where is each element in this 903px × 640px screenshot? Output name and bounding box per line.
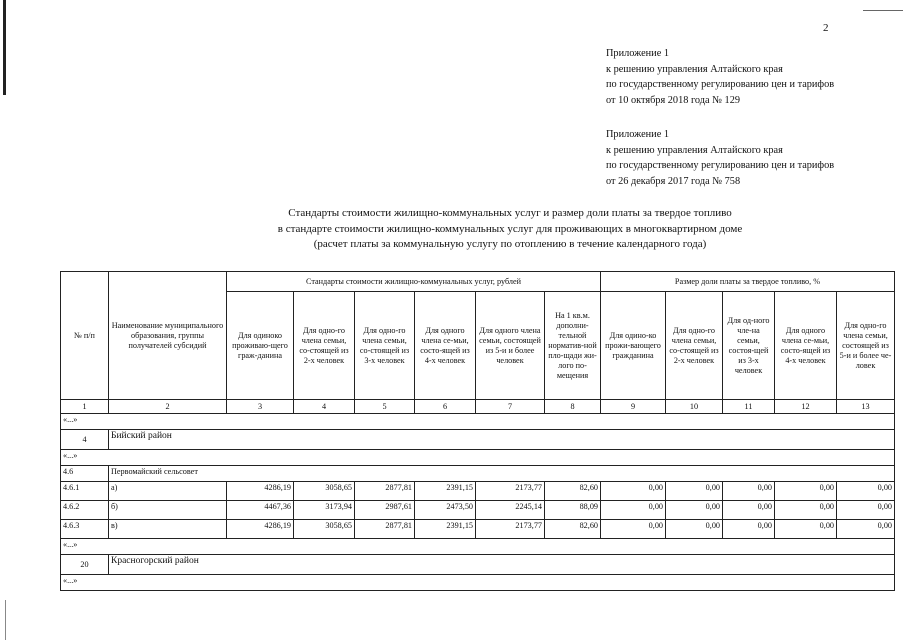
value-cell: 0,00 — [837, 501, 895, 520]
header-name: Наименование муниципального образования, группы получателей субсидий — [109, 272, 227, 400]
document-title — [200, 206, 820, 253]
value-cell: 0,00 — [837, 520, 895, 539]
ellipsis-row — [61, 575, 895, 591]
column-number: 7 — [476, 400, 545, 414]
ellipsis-row — [61, 414, 895, 430]
value-cell: 2987,61 — [355, 501, 415, 520]
value-cell: 0,00 — [601, 520, 666, 539]
value-cell: 0,00 — [601, 482, 666, 501]
header-cell: Для одно-го члена семьи, со-стоящей из 2-х человек — [294, 292, 355, 400]
value-cell: 82,60 — [545, 520, 601, 539]
value-cell: 2173,77 — [476, 482, 545, 501]
subsection-name: Первомайский сельсовет — [109, 466, 895, 482]
appendix-line: Приложение 1 — [606, 129, 669, 140]
column-number: 8 — [545, 400, 601, 414]
value-cell: 2877,81 — [355, 520, 415, 539]
value-cell: 0,00 — [666, 501, 723, 520]
scan-edge-top-right — [863, 10, 903, 11]
column-number: 12 — [775, 400, 837, 414]
header-cell: Для одно-го члена семьи, со-стоящей из 2-х человек — [666, 292, 723, 400]
column-number: 5 — [355, 400, 415, 414]
row-num: 4.6.1 — [61, 482, 109, 501]
value-cell: 3058,65 — [294, 482, 355, 501]
scan-edge-left — [3, 0, 6, 95]
value-cell: 0,00 — [723, 520, 775, 539]
title-line: в стандарте стоимости жилищно-коммунальных услуг для проживающих в многоквартирном доме — [277, 222, 743, 235]
appendix-line: по государственному регулированию цен и тарифов — [606, 79, 835, 91]
header-cell: Для одно-го члена семьи, со-стоящей из 3-х человек — [355, 292, 415, 400]
title-line: Стандарты стоимости жилищно-коммунальных услуг и размер доли платы за твердое топливо — [288, 207, 732, 219]
header-num: № п/п — [61, 272, 109, 400]
value-cell: 3058,65 — [294, 520, 355, 539]
section-row-4 — [61, 430, 895, 450]
section-num: 4 — [61, 430, 109, 450]
appendix-line: к решению управления Алтайского края — [606, 144, 783, 156]
value-cell: 0,00 — [775, 501, 837, 520]
header-standards-group: Стандарты стоимости жилищно-коммунальных услуг, рублей — [227, 272, 601, 292]
section-name: Красногорский район — [109, 555, 895, 575]
subsection-row-4-6 — [61, 466, 895, 482]
appendix-line: Приложение 1 — [606, 48, 669, 59]
column-number: 10 — [666, 400, 723, 414]
appendix-line: к решению управления Алтайского края — [606, 63, 783, 75]
value-cell: 2473,50 — [415, 501, 476, 520]
header-cell: Для одно-го члена семьи, состоящей из 5-и и более че-ловек — [837, 292, 895, 400]
appendix-line: от 10 октября 2018 года № 129 — [606, 94, 740, 106]
column-number: 4 — [294, 400, 355, 414]
page-number: 2 — [823, 22, 829, 34]
header-share-group: Размер доли платы за твердое топливо, % — [601, 272, 895, 292]
value-cell: 2173,77 — [476, 520, 545, 539]
appendix-line: по государственному регулированию цен и тарифов — [606, 160, 835, 172]
ellipsis-row — [61, 539, 895, 555]
table-row — [61, 482, 895, 501]
header-cell: Для одного члена семьи, состоящей из 5-и и более человек — [476, 292, 545, 400]
table-row — [61, 520, 895, 539]
column-number: 9 — [601, 400, 666, 414]
header-cell: Для одиноко проживаю-щего граж-данина — [227, 292, 294, 400]
value-cell: 0,00 — [666, 520, 723, 539]
value-cell: 4467,36 — [227, 501, 294, 520]
header-cell: Для одного члена се-мьи, состо-ящей из 4-х человек — [775, 292, 837, 400]
header-cell: На 1 кв.м. дополни-тельной норматив-ной пло-щади жи-лого по-мещения — [545, 292, 601, 400]
column-numbers-row — [61, 400, 895, 414]
title-line: (расчет платы за коммунальную услугу по отоплению в течение календарного года) — [313, 238, 707, 250]
value-cell: 2391,15 — [415, 482, 476, 501]
column-number: 13 — [837, 400, 895, 414]
subsection-num: 4.6 — [61, 466, 109, 482]
value-cell: 4286,19 — [227, 520, 294, 539]
header-cell: Для од-ного чле-на семьи, состоя-щей из 3-х человек — [723, 292, 775, 400]
ellipsis-cell: «...» — [61, 450, 895, 466]
value-cell: 2245,14 — [476, 501, 545, 520]
standards-table — [60, 271, 895, 591]
value-cell: 2391,15 — [415, 520, 476, 539]
section-row-20 — [61, 555, 895, 575]
value-cell: 2877,81 — [355, 482, 415, 501]
value-cell: 4286,19 — [227, 482, 294, 501]
row-name: в) — [109, 520, 227, 539]
value-cell: 0,00 — [775, 520, 837, 539]
ellipsis-row — [61, 450, 895, 466]
ellipsis-cell: «...» — [61, 539, 895, 555]
scan-edge-bottom-left — [5, 600, 6, 640]
appendix-block-2 — [606, 127, 834, 189]
row-num: 4.6.3 — [61, 520, 109, 539]
value-cell: 0,00 — [601, 501, 666, 520]
appendix-block-1 — [606, 46, 834, 108]
table-row — [61, 501, 895, 520]
ellipsis-cell: «...» — [61, 414, 895, 430]
row-num: 4.6.2 — [61, 501, 109, 520]
value-cell: 0,00 — [666, 482, 723, 501]
value-cell: 88,09 — [545, 501, 601, 520]
value-cell: 0,00 — [723, 482, 775, 501]
row-name: а) — [109, 482, 227, 501]
header-cell: Для одного члена се-мьи, состо-ящей из 4-х человек — [415, 292, 476, 400]
value-cell: 3173,94 — [294, 501, 355, 520]
value-cell: 0,00 — [775, 482, 837, 501]
appendix-line: от 26 декабря 2017 года № 758 — [606, 175, 741, 187]
value-cell: 0,00 — [837, 482, 895, 501]
column-number: 3 — [227, 400, 294, 414]
column-number: 11 — [723, 400, 775, 414]
ellipsis-cell: «...» — [61, 575, 895, 591]
section-num: 20 — [61, 555, 109, 575]
column-number: 2 — [109, 400, 227, 414]
column-number: 6 — [415, 400, 476, 414]
column-number: 1 — [61, 400, 109, 414]
value-cell: 0,00 — [723, 501, 775, 520]
value-cell: 82,60 — [545, 482, 601, 501]
row-name: б) — [109, 501, 227, 520]
section-name: Бийский район — [109, 430, 895, 450]
header-cell: Для одино-ко прожи-вающего гражданина — [601, 292, 666, 400]
